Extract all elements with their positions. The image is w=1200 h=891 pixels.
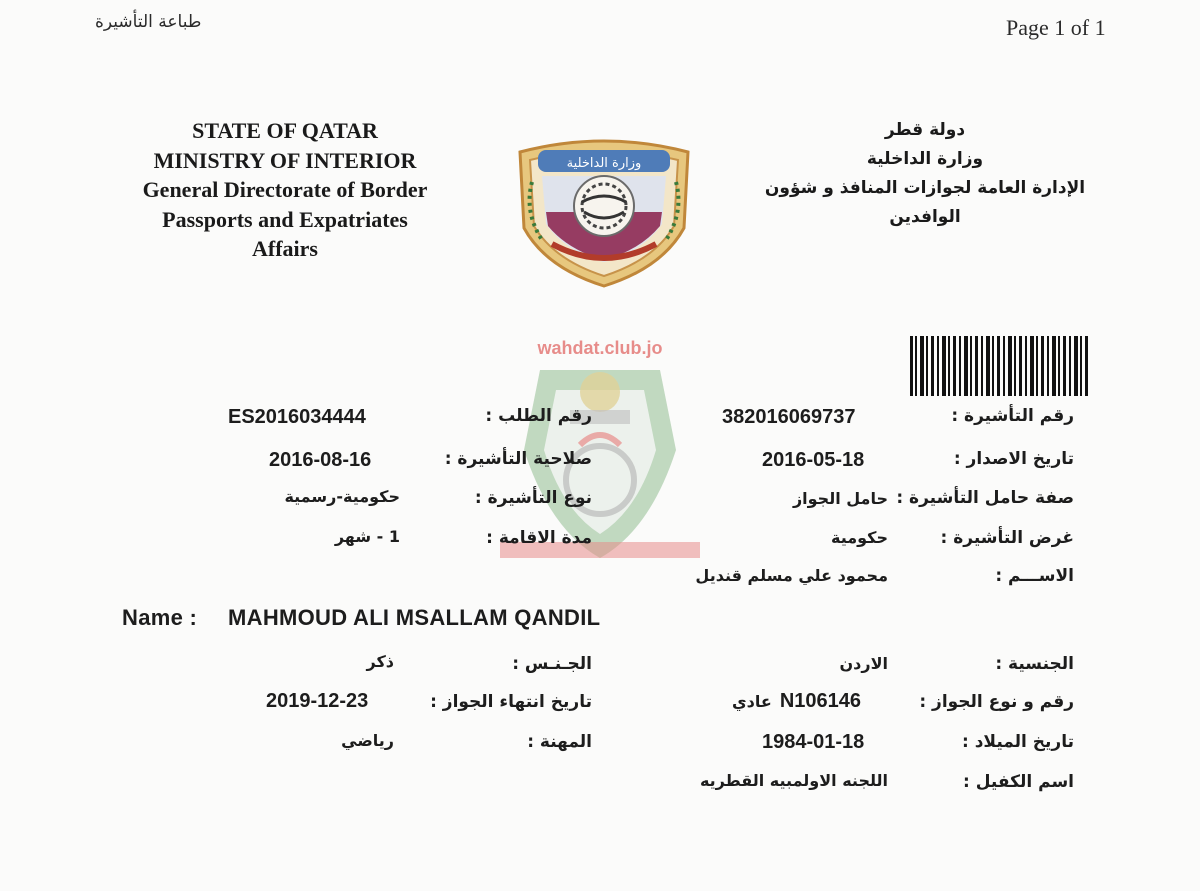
passport-type-value: عادي (732, 692, 772, 711)
english-heading-line: MINISTRY OF INTERIOR (153, 147, 417, 173)
stay-duration-label: مدة الاقامة : (486, 528, 592, 548)
profession-label: المهنة : (527, 732, 592, 752)
visa-validity-value: 2016-08-16 (269, 449, 372, 471)
passport-number-value: N106146 (779, 690, 861, 712)
issue-date-value: 2016-05-18 (762, 449, 865, 471)
english-heading-line: Passports and Expatriates (162, 206, 408, 232)
stay-duration-value: 1 - شهر (334, 527, 400, 546)
visa-number-label: رقم التأشيرة : (951, 406, 1074, 426)
visa-validity-label: صلاحية التأشيرة : (444, 449, 592, 469)
page-number: Page 1 of 1 (1006, 15, 1106, 40)
visa-number-value: 382016069737 (722, 406, 856, 428)
arabic-name-label: الاســـم : (995, 566, 1074, 586)
request-number-value: ES2016034444 (228, 406, 366, 428)
ministry-seal-icon (512, 132, 696, 288)
english-heading-line: STATE OF QATAR (192, 118, 378, 143)
print-visa-title: طباعة التأشيرة (95, 12, 202, 32)
sponsor-name-label: اسم الكفيل : (963, 772, 1074, 792)
seal-text: وزارة الداخلية (566, 156, 642, 171)
birth-date-value: 1984-01-18 (762, 731, 865, 753)
arabic-heading-line: وزارة الداخلية (866, 149, 984, 169)
passport-expiry-label: تاريخ انتهاء الجواز : (430, 692, 592, 712)
visa-type-value: حكومية-رسمية (284, 487, 400, 506)
english-heading (110, 116, 460, 264)
issue-date-label: تاريخ الاصدار : (953, 449, 1074, 469)
visa-type-label: نوع التأشيرة : (474, 488, 592, 508)
name-label: Name : (122, 605, 198, 630)
holder-capacity-value: حامل الجواز (792, 489, 888, 508)
request-number-label: رقم الطلب : (485, 406, 592, 426)
name-value: MAHMOUD ALI MSALLAM QANDIL (228, 605, 601, 630)
visa-purpose-label: غرض التأشيرة : (940, 528, 1074, 548)
birth-date-label: تاريخ الميلاد : (961, 732, 1074, 752)
gender-value: ذكر (366, 652, 394, 671)
profession-value: رياضي (341, 731, 394, 750)
watermark-url: wahdat.club.jo (537, 338, 663, 358)
arabic-heading-line: دولة قطر (884, 120, 966, 140)
visa-purpose-value: حكومية (830, 528, 888, 547)
passport-expiry-value: 2019-12-23 (266, 690, 369, 712)
arabic-heading-line: الوافدين (889, 207, 961, 227)
nationality-value: الاردن (839, 654, 888, 673)
passport-number-type-label: رقم و نوع الجواز : (919, 692, 1074, 712)
barcode-icon (908, 336, 1090, 396)
passport-number-type-value (732, 690, 861, 713)
arabic-name-value: محمود علي مسلم قنديل (695, 566, 888, 585)
holder-capacity-label: صفة حامل التأشيرة : (896, 488, 1074, 508)
arabic-heading (750, 116, 1100, 232)
english-heading-line: General Directorate of Border (142, 177, 428, 202)
nationality-label: الجنسية : (995, 654, 1074, 674)
english-heading-line: Affairs (252, 236, 318, 261)
arabic-heading-line: الإدارة العامة لجوازات المنافذ و شؤون (764, 178, 1086, 198)
gender-label: الجـنـس : (512, 654, 592, 674)
sponsor-name-value: اللجنه الاولمبيه القطريه (699, 771, 888, 790)
